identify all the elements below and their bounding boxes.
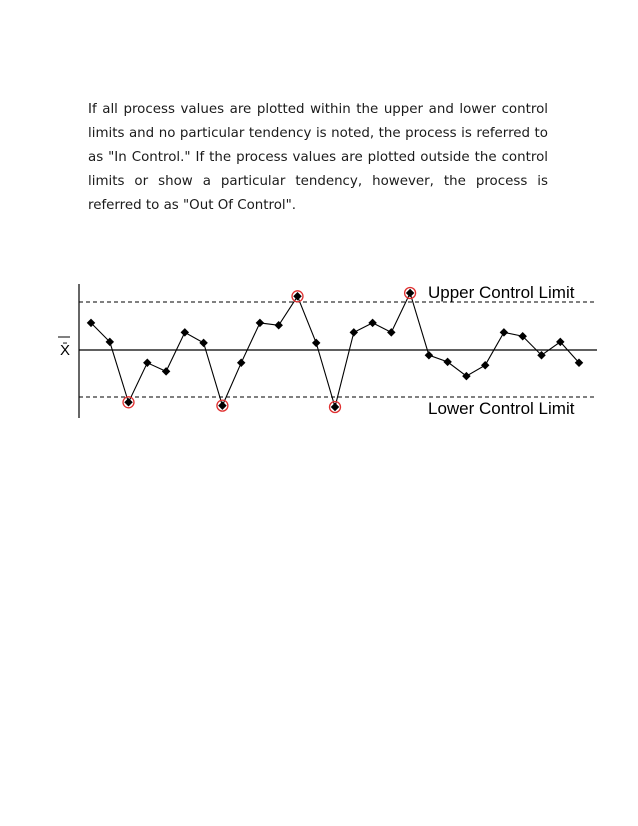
data-point (162, 367, 170, 375)
data-point (481, 361, 489, 369)
data-point (312, 339, 320, 347)
data-point (500, 328, 508, 336)
data-point (331, 403, 339, 411)
data-point (218, 401, 226, 409)
data-point (143, 359, 151, 367)
data-point (368, 319, 376, 327)
data-point (181, 328, 189, 336)
data-point (256, 319, 264, 327)
data-point (387, 328, 395, 336)
data-point (124, 398, 132, 406)
data-point (350, 328, 358, 336)
data-point (462, 372, 470, 380)
mean-label (58, 337, 70, 359)
data-point (199, 339, 207, 347)
upper-control-limit-label: Upper Control Limit (428, 283, 575, 302)
body-paragraph: If all process values are plotted within the upper and lower control limits and no particular tendency is noted, the process is referred to as "In Control." If the process values are plotted outside the control limits or show a particular tendency, however, the process is referred to as "Out Of Control". (88, 102, 548, 213)
data-point (425, 351, 433, 359)
data-point (293, 292, 301, 300)
data-point (237, 359, 245, 367)
data-point (443, 358, 451, 366)
data-point (274, 321, 282, 329)
data-point (406, 289, 414, 297)
lower-control-limit-label: Lower Control Limit (428, 399, 575, 418)
mean-label-text: X̄ (60, 342, 71, 359)
